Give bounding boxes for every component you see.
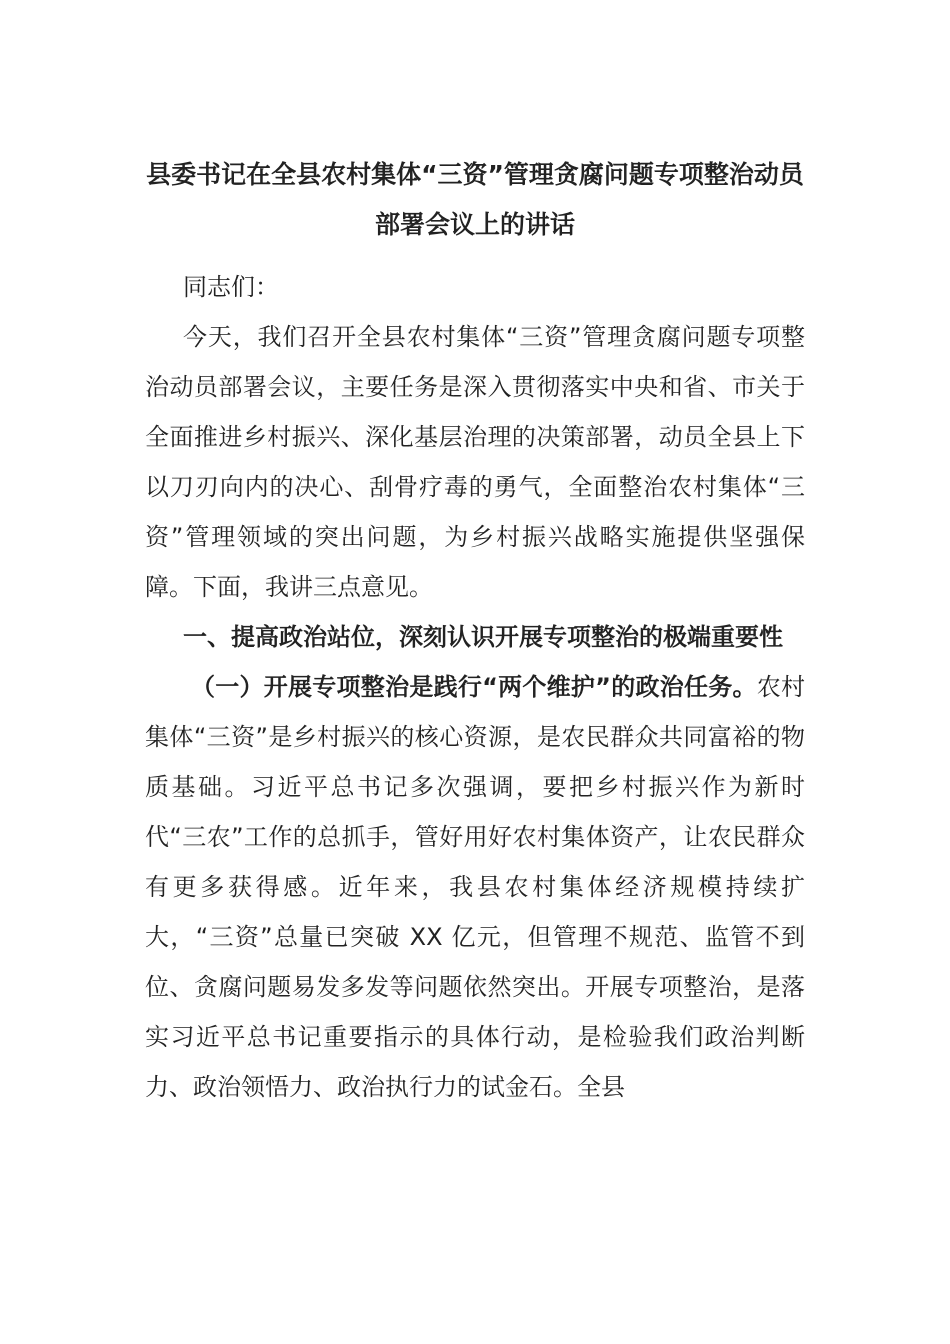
subsection-1-paragraph [145,662,805,1112]
subsection-1-heading: （一）开展专项整治是践行“两个维护”的政治任务。 [191,673,757,701]
subsection-1-body: 农村集体“三资”是乡村振兴的核心资源，是农民群众共同富裕的物质基础。习近平总书记多次强调，要把乡村振兴作为新时代“三农”工作的总抓手，管好用好农村集体资产，让农民群众有更多获得感。近年来，我县农村集体经济规模持续扩大，“三资”总量已突破 XX 亿元，但管理不规范、监管不到位、贪腐问题易发多发等问题依然突出。开展专项整治，是落实习近平总书记重要指示的具体行动，是检验我们政治判断力、政治领悟力、政治执行力的试金石。全县 [145,673,806,1101]
document-title [145,150,805,250]
section-1-heading: 一、提高政治站位，深刻认识开展专项整治的极端重要性 [183,623,783,651]
title-line-2: 部署会议上的讲话 [374,210,575,239]
title-line-1: 县委书记在全县农村集体“三资”管理贪腐问题专项整治动员 [146,160,804,189]
document-body [145,150,805,1112]
salutation: 同志们： [183,273,279,301]
intro-paragraph: 今天，我们召开全县农村集体“三资”管理贪腐问题专项整治动员部署会议，主要任务是深入贯彻落实中央和省、市关于全面推进乡村振兴、深化基层治理的决策部署，动员全县上下以刀刃向内的决心、刮骨疗毒的勇气，全面整治农村集体“三资”管理领域的突出问题，为乡村振兴战略实施提供坚强保障。下面，我讲三点意见。 [145,323,805,601]
